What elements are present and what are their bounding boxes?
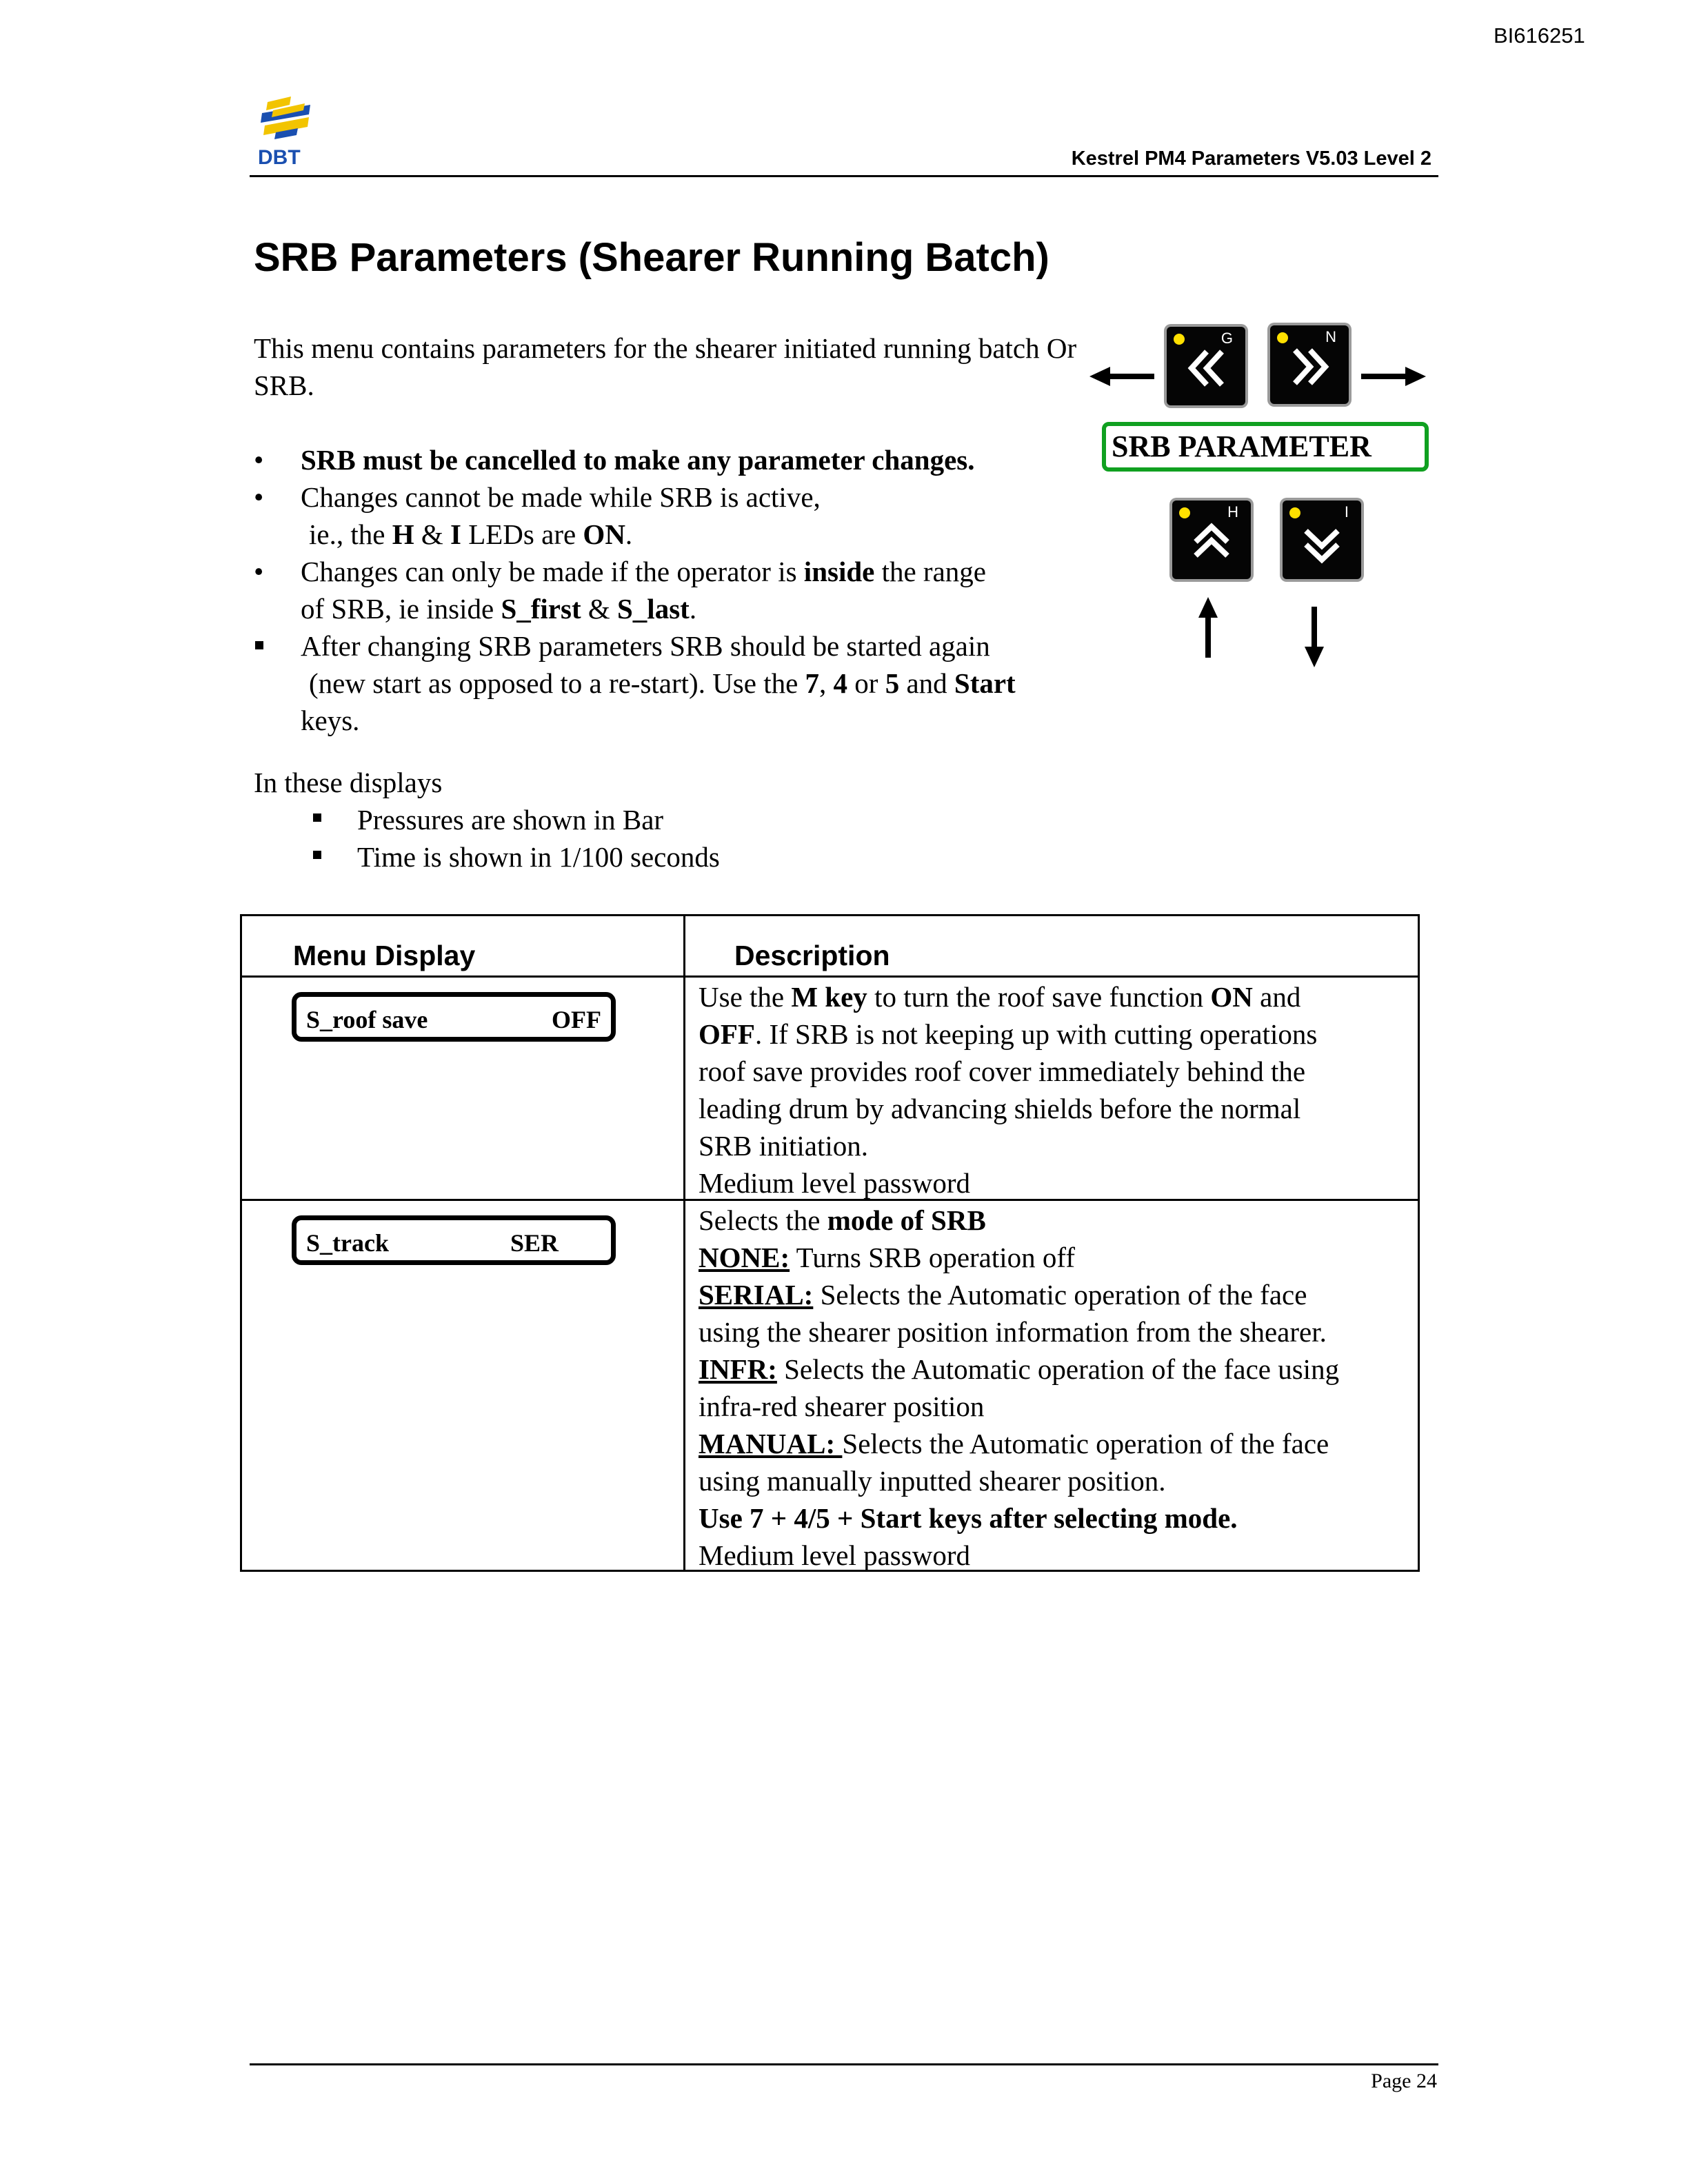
double-chevron-left-icon — [1167, 327, 1245, 405]
displays-intro: In these displays — [254, 767, 443, 798]
lcd-display-track — [292, 1215, 616, 1265]
header-row-divider — [242, 975, 1418, 978]
note-cancel-srb: SRB must be cancelled to make any parameter changes. — [301, 444, 975, 476]
footer-rule — [250, 2063, 1438, 2065]
key-next-n[interactable] — [1270, 325, 1349, 404]
bullet-square — [313, 813, 321, 822]
double-chevron-down-icon — [1283, 501, 1361, 579]
page-title: SRB Parameters (Shearer Running Batch) — [254, 235, 1049, 280]
note-srb-active-line2: ie., the H & I LEDs are ON. — [309, 518, 633, 550]
bullet-dot: • — [254, 556, 264, 587]
key-letter-h: H — [1227, 503, 1238, 520]
arrow-down-icon — [1302, 607, 1327, 667]
key-down-i[interactable] — [1283, 501, 1361, 579]
lcd-display-roof-save — [292, 992, 616, 1042]
note-operator-inside-line1: Changes can only be made if the operator is inside the range — [301, 556, 986, 587]
key-letter-g: G — [1220, 330, 1233, 347]
display-label: S_track — [306, 1229, 389, 1257]
document-header-title: Kestrel PM4 Parameters V5.03 Level 2 — [1071, 148, 1431, 170]
arrow-up-icon — [1196, 597, 1220, 658]
note-operator-inside-line2: of SRB, ie inside S_first & S_last. — [301, 593, 697, 625]
header-rule — [250, 175, 1438, 177]
dbt-logo — [255, 90, 317, 172]
display-value: OFF — [552, 1006, 601, 1033]
key-previous-g[interactable] — [1167, 327, 1245, 405]
roof-save-description: Use the M key to turn the roof save function ON and OFF. If SRB is not keeping up with cutting operations roof save provides roof cover immediately behind the leading drum by advancing shields before the normal SRB initiation. Medium level password — [699, 981, 1318, 1199]
bullet-square — [313, 851, 321, 859]
column-header-menu-display: Menu Display — [293, 940, 476, 971]
page-number: Page 24 — [1371, 2070, 1437, 2092]
double-chevron-up-icon — [1172, 501, 1251, 579]
displays-item-time: Time is shown in 1/100 seconds — [357, 841, 720, 873]
bullet-square — [255, 641, 263, 649]
note-restart-line2: (new start as opposed to a re-start). Use the 7, 4 or 5 and Start — [309, 667, 1016, 699]
bullet-dot: • — [254, 481, 264, 513]
arrow-left-icon — [1089, 364, 1156, 389]
srb-parameter-label: SRB PARAMETER — [1112, 429, 1372, 463]
track-description: Selects the mode of SRB NONE: Turns SRB operation off SERIAL: Selects the Automatic operation of the face using the shearer position information from the shearer. INFR: Selects the Automatic operation of the face using infra-red shearer position MANUAL: Selects the Automatic operation of the face using manually inputted shearer position. Use 7 + 4/5 + Start keys after selecting mode. Medium level password — [699, 1204, 1340, 1571]
note-srb-active-line1: Changes cannot be made while SRB is active, — [301, 481, 821, 513]
display-value: SER — [510, 1229, 559, 1257]
arrow-right-icon — [1360, 364, 1426, 389]
key-up-h[interactable] — [1172, 501, 1251, 579]
double-chevron-right-icon — [1270, 325, 1349, 404]
column-divider — [683, 916, 685, 1570]
bullet-dot: • — [254, 444, 264, 476]
intro-paragraph: This menu contains parameters for the shearer initiated running batch Or SRB. — [254, 332, 1077, 401]
display-label: S_roof save — [306, 1006, 428, 1033]
document-id: BI616251 — [1494, 23, 1585, 48]
parameter-table — [240, 914, 1420, 1572]
svg-text:DBT: DBT — [258, 146, 301, 169]
note-restart-line1: After changing SRB parameters SRB should be started again — [301, 630, 990, 662]
key-letter-n: N — [1325, 328, 1336, 345]
displays-item-pressure: Pressures are shown in Bar — [357, 804, 664, 836]
note-restart-line3: keys. — [301, 705, 360, 736]
column-header-description: Description — [734, 940, 890, 971]
key-letter-i: I — [1344, 503, 1349, 520]
